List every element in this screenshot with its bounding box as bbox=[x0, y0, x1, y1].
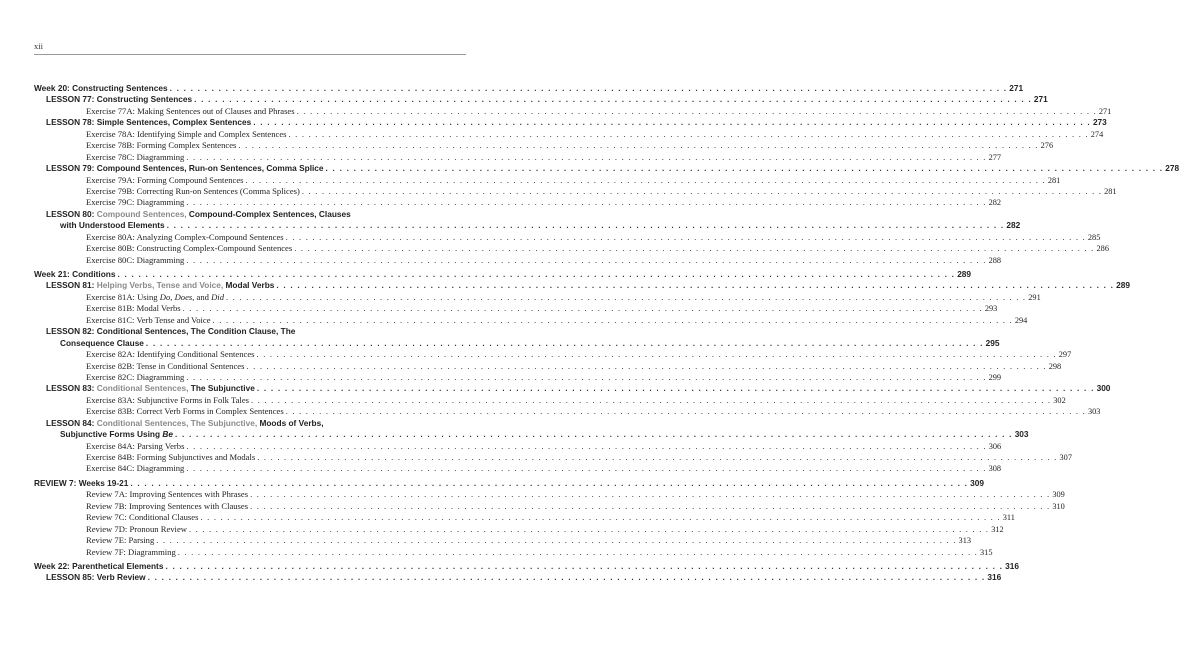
entry-text: with Understood Elements bbox=[60, 220, 165, 231]
toc-entry-title bbox=[34, 561, 163, 572]
toc-entry-title bbox=[46, 572, 146, 583]
entry-text: LESSON 82: Conditional Sentences, The Condition Clause, The bbox=[46, 326, 296, 337]
toc-entry-title bbox=[86, 501, 248, 512]
entry-text: LESSON 85: Verb Review bbox=[46, 572, 146, 583]
dot-leader: . . . . . . . . . . . . . . . . . . . . . . . . . . . . . . . . . . . . . . . . . . . . . . . . . . . . . . . . . . . . . . . . . . . . . . . . . . . . . . . . . . . . . . . . . . . . . . . . . . . . . . . . . . . . . . . . . . . . . . . . bbox=[245, 174, 1046, 185]
lesson-number: LESSON 83: bbox=[46, 383, 97, 394]
page-ref: 313 bbox=[958, 536, 971, 546]
dot-leader: . . . . . . . . . . . . . . . . . . . . . . . . . . . . . . . . . . . . . . . . . . . . . . . . . . . . . . . . . . . . . . . . . . . . . . . . . . . . . . . . . . . . . . . . . . . . . . . . . . . . . . . . . . . . . . . . . . . . . . . . bbox=[186, 463, 987, 474]
dot-leader: . . . . . . . . . . . . . . . . . . . . . . . . . . . . . . . . . . . . . . . . . . . . . . . . . . . . . . . . . . . . . . . . . . . . . . . . . . . . . . . . . . . . . . . . . . . . . . . . . . . . . . . . . . . . . . . . . . . . . . . . bbox=[194, 94, 1032, 105]
toc-entry-title bbox=[86, 512, 198, 523]
entry-text: Exercise 80C: Diagramming bbox=[86, 254, 185, 265]
toc-entry-title bbox=[60, 220, 165, 231]
toc-entry-title bbox=[46, 209, 351, 220]
entry-text: Exercise 81C: Verb Tense and Voice bbox=[86, 314, 211, 325]
dot-leader: . . . . . . . . . . . . . . . . . . . . . . . . . . . . . . . . . . . . . . . . . . . . . . . . . . . . . . . . . . . . . . . . . . . . . . . . . . . . . . . . . . . . . . . . . . . . . . . . . . . . . . . . . . . . . . . . . . . . . . . . bbox=[188, 523, 990, 534]
toc-entry-ex[interactable] bbox=[34, 371, 1002, 383]
toc-entry-ex[interactable] bbox=[34, 394, 1066, 406]
entry-text-part: Does bbox=[174, 291, 193, 302]
toc-entry-ex[interactable] bbox=[34, 500, 1065, 512]
toc-entry-ex[interactable] bbox=[34, 314, 1028, 326]
page-ref: 309 bbox=[970, 477, 984, 488]
toc-entry-title bbox=[86, 463, 184, 474]
entry-text: Exercise 79C: Diagramming bbox=[86, 197, 185, 208]
entry-text-italic: Be bbox=[162, 429, 173, 440]
page-ref: 277 bbox=[988, 152, 1002, 162]
entry-text: Exercise 83A: Subjunctive Forms in Folk Tales bbox=[86, 394, 249, 405]
entry-text: Exercise 78C: Diagramming bbox=[86, 151, 185, 162]
page-ref: 278 bbox=[1165, 163, 1179, 174]
lesson-number: LESSON 80: bbox=[46, 208, 97, 219]
entry-text: Review 7E: Parsing bbox=[86, 535, 155, 546]
entry-text: LESSON 78: Simple Sentences, Complex Sentences bbox=[46, 117, 252, 128]
page-ref: 276 bbox=[1040, 141, 1054, 151]
toc-entry-title bbox=[86, 197, 184, 208]
entry-text: Exercise 83B: Correct Verb Forms in Complex Sentences bbox=[86, 406, 284, 417]
page-ref: 316 bbox=[1005, 560, 1020, 571]
entry-text: Compound-Complex Sentences, Clauses bbox=[188, 208, 351, 219]
toc-entry-title bbox=[60, 338, 144, 349]
entry-text: Exercise 80A: Analyzing Complex-Compound Sentences bbox=[86, 231, 284, 242]
toc-entry-ex[interactable] bbox=[34, 254, 1002, 266]
page-ref: 281 bbox=[1104, 186, 1117, 196]
entry-text: Exercise 79A: Forming Compound Sentences bbox=[86, 174, 244, 185]
dot-leader: . . . . . . . . . . . . . . . . . . . . . . . . . . . . . . . . . . . . . . . . . . . . . . . . . . . . . . . . . . . . . . . . . . . . . . . . . . . . . . . . . . . . . . . . . . . . . . . . . . . . . . . . . . . . . . . . . . . . . . . . bbox=[276, 280, 1115, 291]
entry-text: Exercise 84B: Forming Subjunctives and Modals bbox=[86, 452, 256, 462]
entry-text-part: , bbox=[170, 291, 175, 302]
entry-text: Consequence Clause bbox=[60, 337, 144, 348]
dot-leader: . . . . . . . . . . . . . . . . . . . . . . . . . . . . . . . . . . . . . . . . . . . . . . . . . . . . . . . . . . . . . . . . . . . . . . . . . . . . . . . . . . . . . . . . . . . . . . . . . . . . . . . . . . . . . . . . . . . . . . . . bbox=[145, 337, 984, 348]
toc-entry-ex[interactable] bbox=[34, 406, 1101, 417]
toc-entry-title bbox=[86, 372, 184, 383]
toc-entry-lesson[interactable] bbox=[34, 418, 466, 429]
toc-entry-lesson[interactable] bbox=[34, 163, 1179, 174]
page-ref: 297 bbox=[1058, 350, 1072, 360]
page-ref: 289 bbox=[957, 269, 972, 279]
dot-leader: . . . . . . . . . . . . . . . . . . . . . . . . . . . . . . . . . . . . . . . . . . . . . . . . . . . . . . . . . . . . . . . . . . . . . . . . . . . . . . . . . . . . . . . . . . . . . . . . . . . . . . . . . . . . . . . . . . . . . . . . bbox=[117, 269, 956, 279]
toc-entry-ex[interactable] bbox=[34, 440, 1002, 452]
page-ref: 307 bbox=[1059, 453, 1072, 462]
page-ref: 285 bbox=[1087, 232, 1101, 242]
page-ref: 274 bbox=[1090, 129, 1104, 139]
toc-entry-title bbox=[46, 117, 251, 128]
dot-leader: . . . . . . . . . . . . . . . . . . . . . . . . . . . . . . . . . . . . . . . . . . . . . . . . . . . . . . . . . . . . . . . . . . . . . . . . . . . . . . . . . . . . . . . . . . . . . . . . . . . . . . . . . . . . . . . . . . . . . . . . bbox=[165, 560, 1004, 571]
toc-entry-title bbox=[46, 326, 295, 337]
dot-leader: . . . . . . . . . . . . . . . . . . . . . . . . . . . . . . . . . . . . . . . . . . . . . . . . . . . . . . . . . . . . . . . . . . . . . . . . . . . . . . . . . . . . . . . . . . . . . . . . . . . . . . . . . . . . . . . . . . . . . . . . bbox=[186, 254, 987, 265]
entry-text: Week 21: Conditions bbox=[34, 269, 116, 279]
toc-entry-week[interactable] bbox=[34, 560, 1020, 572]
page-ref: 299 bbox=[988, 372, 1002, 382]
dot-leader: . . . . . . . . . . . . . . . . . . . . . . . . . . . . . . . . . . . . . . . . . . . . . . . . . . . . . . . . . . . . . . . . . . . . . . . . . . . . . . . . . . . . . . . . . . . . . . . . . . . . . . . . . . . . . . . . . . . . . . . . bbox=[177, 546, 979, 557]
entry-text: Review 7C: Conditional Clauses bbox=[86, 512, 199, 523]
review-topic: Conditional Sentences, The Subjunctive, bbox=[96, 417, 260, 428]
dot-leader: . . . . . . . . . . . . . . . . . . . . . . . . . . . . . . . . . . . . . . . . . . . . . . . . . . . . . . . . . . . . . . . . . . . . . . . . . . . . . . . . . . . . . . . . . . . . . . . . . . . . . . . . . . . . . . . . . . . . . . . . bbox=[301, 185, 1103, 196]
dot-leader: . . . . . . . . . . . . . . . . . . . . . . . . . . . . . . . . . . . . . . . . . . . . . . . . . . . . . . . . . . . . . . . . . . . . . . . . . . . . . . . . . . . . . . . . . . . . . . . . . . . . . . . . . . . . . . . . . . . . . . . . bbox=[156, 535, 957, 546]
toc-entry-ex[interactable] bbox=[34, 512, 1015, 523]
entry-text: Week 22: Parenthetical Elements bbox=[34, 560, 164, 571]
toc-entry-lesson[interactable] bbox=[34, 383, 1111, 394]
entry-text: Exercise 81A: Using bbox=[86, 291, 160, 302]
toc-entry-ex[interactable] bbox=[34, 489, 1065, 500]
toc-entry-week[interactable] bbox=[34, 477, 984, 489]
entry-text: Exercise 81B: Modal Verbs bbox=[86, 303, 181, 314]
page-ref: 282 bbox=[1006, 220, 1021, 231]
toc-entry-cont[interactable] bbox=[34, 337, 1000, 349]
dot-leader: . . . . . . . . . . . . . . . . . . . . . . . . . . . . . . . . . . . . . . . . . . . . . . . . . . . . . . . . . . . . . . . . . . . . . . . . . . . . . . . . . . . . . . . . . . . . . . . . . . . . . . . . . . . . . . . . . . . . . . . . bbox=[296, 105, 1097, 116]
toc-entry-ex[interactable] bbox=[34, 463, 1002, 474]
dot-leader: . . . . . . . . . . . . . . . . . . . . . . . . . . . . . . . . . . . . . . . . . . . . . . . . . . . . . . . . . . . . . . . . . . . . . . . . . . . . . . . . . . . . . . . . . . . . . . . . . . . . . . . . . . . . . . . . . . . . . . . . bbox=[253, 117, 1091, 128]
toc-entry-title bbox=[86, 129, 286, 140]
dot-leader: . . . . . . . . . . . . . . . . . . . . . . . . . . . . . . . . . . . . . . . . . . . . . . . . . . . . . . . . . . . . . . . . . . . . . . . . . . . . . . . . . . . . . . . . . . . . . . . . . . . . . . . . . . . . . . . . . . . . . . . . bbox=[257, 452, 1058, 462]
dot-leader: . . . . . . . . . . . . . . . . . . . . . . . . . . . . . . . . . . . . . . . . . . . . . . . . . . . . . . . . . . . . . . . . . . . . . . . . . . . . . . . . . . . . . . . . . . . . . . . . . . . . . . . . . . . . . . . . . . . . . . . . bbox=[166, 220, 1005, 231]
entry-text: REVIEW 7: Weeks 19-21 bbox=[34, 477, 129, 488]
entry-text: Review 7D: Pronoun Review bbox=[86, 523, 187, 534]
dot-leader: . . . . . . . . . . . . . . . . . . . . . . . . . . . . . . . . . . . . . . . . . . . . . . . . . . . . . . . . . . . . . . . . . . . . . . . . . . . . . . . . . . . . . . . . . . . . . . . . . . . . . . . . . . . . . . . . . . . . . . . . bbox=[186, 440, 987, 451]
dot-leader: . . . . . . . . . . . . . . . . . . . . . . . . . . . . . . . . . . . . . . . . . . . . . . . . . . . . . . . . . . . . . . . . . . . . . . . . . . . . . . . . . . . . . . . . . . . . . . . . . . . . . . . . . . . . . . . . . . . . . . . . bbox=[174, 429, 1013, 440]
toc-entry-title bbox=[86, 547, 176, 558]
page-ref: 271 bbox=[1033, 94, 1048, 105]
toc-entry-title bbox=[46, 280, 274, 291]
toc-entry-title bbox=[86, 524, 187, 535]
toc-entry-title bbox=[86, 232, 284, 243]
page-ref: 303 bbox=[1087, 407, 1101, 417]
entry-text-part: Did bbox=[211, 291, 224, 302]
dot-leader: . . . . . . . . . . . . . . . . . . . . . . . . . . . . . . . . . . . . . . . . . . . . . . . . . . . . . . . . . . . . . . . . . . . . . . . . . . . . . . . . . . . . . . . . . . . . . . . . . . . . . . . . . . . . . . . . . . . . . . . . bbox=[250, 500, 1051, 511]
toc-entry-ex[interactable] bbox=[34, 140, 1054, 151]
toc-entry-title bbox=[86, 489, 248, 500]
page-ref: 294 bbox=[1014, 315, 1028, 325]
dot-leader: . . . . . . . . . . . . . . . . . . . . . . . . . . . . . . . . . . . . . . . . . . . . . . . . . . . . . . . . . . . . . . . . . . . . . . . . . . . . . . . . . . . . . . . . . . . . . . . . . . . . . . . . . . . . . . . . . . . . . . . . bbox=[285, 231, 1086, 242]
page-ref: 303 bbox=[1014, 429, 1029, 440]
toc-entry-ex[interactable] bbox=[34, 303, 998, 314]
toc-entry-title bbox=[46, 418, 324, 429]
toc-entry-title bbox=[86, 349, 255, 360]
page-ref: 291 bbox=[1028, 292, 1041, 302]
page-ref: 308 bbox=[988, 464, 1002, 474]
toc-entry-ex[interactable] bbox=[34, 452, 1072, 463]
dot-leader: . . . . . . . . . . . . . . . . . . . . . . . . . . . . . . . . . . . . . . . . . . . . . . . . . . . . . . . . . . . . . . . . . . . . . . . . . . . . . . . . . . . . . . . . . . . . . . . . . . . . . . . . . . . . . . . . . . . . . . . . bbox=[256, 383, 1095, 394]
toc-entry-title bbox=[46, 383, 255, 394]
entry-text: LESSON 77: Constructing Sentences bbox=[46, 94, 193, 105]
entry-text: Exercise 84A: Parsing Verbs bbox=[86, 440, 185, 451]
page-ref: 306 bbox=[988, 441, 1002, 451]
dot-leader: . . . . . . . . . . . . . . . . . . . . . . . . . . . . . . . . . . . . . . . . . . . . . . . . . . . . . . . . . . . . . . . . . . . . . . . . . . . . . . . . . . . . . . . . . . . . . . . . . . . . . . . . . . . . . . . . . . . . . . . . bbox=[325, 163, 1164, 174]
page-ref: 316 bbox=[987, 572, 1002, 583]
toc-entry-ex[interactable] bbox=[34, 535, 971, 546]
dot-leader: . . . . . . . . . . . . . . . . . . . . . . . . . . . . . . . . . . . . . . . . . . . . . . . . . . . . . . . . . . . . . . . . . . . . . . . . . . . . . . . . . . . . . . . . . . . . . . . . . . . . . . . . . . . . . . . . . . . . . . . . bbox=[288, 128, 1089, 139]
dot-leader: . . . . . . . . . . . . . . . . . . . . . . . . . . . . . . . . . . . . . . . . . . . . . . . . . . . . . . . . . . . . . . . . . . . . . . . . . . . . . . . . . . . . . . . . . . . . . . . . . . . . . . . . . . . . . . . . . . . . . . . . bbox=[200, 512, 1001, 523]
toc-entry-lesson[interactable] bbox=[34, 117, 1107, 128]
entry-text-part: , and bbox=[192, 291, 212, 302]
entry-text: Exercise 79B: Correcting Run-on Sentences (Comma Splices) bbox=[86, 185, 300, 196]
entry-text: Exercise 80B: Constructing Complex-Compound Sentences bbox=[86, 243, 293, 254]
page-ref: 293 bbox=[984, 304, 998, 314]
dot-leader: . . . . . . . . . . . . . . . . . . . . . . . . . . . . . . . . . . . . . . . . . . . . . . . . . . . . . . . . . . . . . . . . . . . . . . . . . . . . . . . . . . . . . . . . . . . . . . . . . . . . . . . . . . . . . . . . . . . . . . . . bbox=[130, 477, 969, 488]
dot-leader: . . . . . . . . . . . . . . . . . . . . . . . . . . . . . . . . . . . . . . . . . . . . . . . . . . . . . . . . . . . . . . . . . . . . . . . . . . . . . . . . . . . . . . . . . . . . . . . . . . . . . . . . . . . . . . . . . . . . . . . . bbox=[169, 83, 1008, 93]
dot-leader: . . . . . . . . . . . . . . . . . . . . . . . . . . . . . . . . . . . . . . . . . . . . . . . . . . . . . . . . . . . . . . . . . . . . . . . . . . . . . . . . . . . . . . . . . . . . . . . . . . . . . . . . . . . . . . . . . . . . . . . . bbox=[250, 394, 1052, 405]
toc-entry-title bbox=[46, 163, 324, 174]
toc-entry-lesson[interactable] bbox=[34, 94, 1048, 105]
dot-leader: . . . . . . . . . . . . . . . . . . . . . . . . . . . . . . . . . . . . . . . . . . . . . . . . . . . . . . . . . . . . . . . . . . . . . . . . . . . . . . . . . . . . . . . . . . . . . . . . . . . . . . . . . . . . . . . . . . . . . . . . bbox=[182, 303, 983, 314]
entry-text: Modal Verbs bbox=[225, 280, 275, 291]
review-topic: Compound Sentences, bbox=[96, 208, 189, 219]
entry-text: Exercise 82B: Tense in Conditional Sentences bbox=[86, 360, 245, 371]
toc-entry-title bbox=[86, 303, 181, 314]
toc-entry-ex[interactable] bbox=[34, 197, 1002, 208]
entry-text: Exercise 78B: Forming Complex Sentences bbox=[86, 140, 237, 151]
review-topic: Conditional Sentences, bbox=[96, 383, 191, 394]
entry-text: Exercise 82C: Diagramming bbox=[86, 371, 185, 382]
toc-entry-cont[interactable] bbox=[34, 429, 1029, 440]
entry-text: Exercise 77A: Making Sentences out of Clauses and Phrases bbox=[86, 105, 295, 116]
page-ref: 302 bbox=[1053, 395, 1066, 405]
dot-leader: . . . . . . . . . . . . . . . . . . . . . . . . . . . . . . . . . . . . . . . . . . . . . . . . . . . . . . . . . . . . . . . . . . . . . . . . . . . . . . . . . . . . . . . . . . . . . . . . . . . . . . . . . . . . . . . . . . . . . . . . bbox=[147, 572, 986, 583]
toc-entry-title bbox=[86, 535, 154, 546]
entry-text: The Subjunctive bbox=[190, 383, 255, 394]
toc-entry-ex[interactable] bbox=[34, 151, 1002, 163]
dot-leader: . . . . . . . . . . . . . . . . . . . . . . . . . . . . . . . . . . . . . . . . . . . . . . . . . . . . . . . . . . . . . . . . . . . . . . . . . . . . . . . . . . . . . . . . . . . . . . . . . . . . . . . . . . . . . . . . . . . . . . . . bbox=[186, 197, 987, 208]
toc-entry-ex[interactable] bbox=[34, 105, 1112, 117]
dot-leader: . . . . . . . . . . . . . . . . . . . . . . . . . . . . . . . . . . . . . . . . . . . . . . . . . . . . . . . . . . . . . . . . . . . . . . . . . . . . . . . . . . . . . . . . . . . . . . . . . . . . . . . . . . . . . . . . . . . . . . . . bbox=[256, 349, 1057, 360]
dot-leader: . . . . . . . . . . . . . . . . . . . . . . . . . . . . . . . . . . . . . . . . . . . . . . . . . . . . . . . . . . . . . . . . . . . . . . . . . . . . . . . . . . . . . . . . . . . . . . . . . . . . . . . . . . . . . . . . . . . . . . . . bbox=[186, 371, 987, 382]
toc-entry-title bbox=[86, 395, 249, 406]
lesson-number: LESSON 81: bbox=[46, 280, 97, 291]
entry-text: Review 7B: Improving Sentences with Clauses bbox=[86, 500, 249, 511]
toc-entry-week[interactable] bbox=[34, 269, 972, 280]
toc-entry-title bbox=[86, 452, 255, 463]
lesson-number: LESSON 84: bbox=[46, 417, 97, 428]
page-ref: 298 bbox=[1048, 361, 1062, 371]
toc-entry-ex[interactable] bbox=[34, 360, 1062, 372]
dot-leader: . . . . . . . . . . . . . . . . . . . . . . . . . . . . . . . . . . . . . . . . . . . . . . . . . . . . . . . . . . . . . . . . . . . . . . . . . . . . . . . . . . . . . . . . . . . . . . . . . . . . . . . . . . . . . . . . . . . . . . . . bbox=[212, 314, 1013, 325]
toc-entry-ex[interactable] bbox=[34, 523, 1004, 535]
page-ref: 311 bbox=[1002, 513, 1015, 523]
toc-entry-title bbox=[86, 441, 184, 452]
page-ref: 282 bbox=[988, 198, 1002, 208]
page-ref: 295 bbox=[985, 337, 1000, 348]
toc-entry-title bbox=[86, 315, 211, 326]
review-topic: Helping Verbs, Tense and Voice, bbox=[96, 280, 226, 291]
dot-leader: . . . . . . . . . . . . . . . . . . . . . . . . . . . . . . . . . . . . . . . . . . . . . . . . . . . . . . . . . . . . . . . . . . . . . . . . . . . . . . . . . . . . . . . . . . . . . . . . . . . . . . . . . . . . . . . . . . . . . . . . bbox=[246, 360, 1047, 371]
toc-entry-ex[interactable] bbox=[34, 291, 1041, 303]
toc-entry-ex[interactable] bbox=[34, 231, 1101, 243]
entry-text: Moods of Verbs, bbox=[259, 417, 324, 428]
toc-entry-week[interactable] bbox=[34, 83, 1024, 94]
toc-entry-title bbox=[60, 429, 173, 440]
page-ref: 281 bbox=[1047, 175, 1061, 185]
page-ref: 288 bbox=[988, 255, 1002, 265]
dot-leader: . . . . . . . . . . . . . . . . . . . . . . . . . . . . . . . . . . . . . . . . . . . . . . . . . . . . . . . . . . . . . . . . . . . . . . . . . . . . . . . . . . . . . . . . . . . . . . . . . . . . . . . . . . . . . . . . . . . . . . . . bbox=[294, 243, 1095, 254]
toc-entry-title bbox=[34, 83, 168, 94]
toc-entry-title bbox=[34, 269, 115, 280]
page-ref: 271 bbox=[1009, 83, 1024, 93]
toc-entry-lesson[interactable] bbox=[34, 280, 1130, 291]
toc-entry-title bbox=[86, 243, 292, 254]
toc-entry-lesson[interactable] bbox=[34, 572, 1002, 583]
toc-entry-title bbox=[86, 175, 244, 186]
entry-text: Review 7A: Improving Sentences with Phrases bbox=[86, 489, 249, 500]
toc-entry-ex[interactable] bbox=[34, 349, 1072, 360]
page-ref: 289 bbox=[1116, 280, 1130, 291]
toc-entry-title bbox=[46, 94, 192, 105]
toc-entry-ex[interactable] bbox=[34, 243, 1109, 254]
dot-leader: . . . . . . . . . . . . . . . . . . . . . . . . . . . . . . . . . . . . . . . . . . . . . . . . . . . . . . . . . . . . . . . . . . . . . . . . . . . . . . . . . . . . . . . . . . . . . . . . . . . . . . . . . . . . . . . . . . . . . . . . bbox=[285, 406, 1086, 417]
entry-text: Review 7F: Diagramming bbox=[86, 546, 176, 557]
page-ref: 271 bbox=[1098, 106, 1112, 116]
dot-leader: . . . . . . . . . . . . . . . . . . . . . . . . . . . . . . . . . . . . . . . . . . . . . . . . . . . . . . . . . . . . . . . . . . . . . . . . . . . . . . . . . . . . . . . . . . . . . . . . . . . . . . . . . . . . . . . . . . . . . . . . bbox=[186, 151, 987, 162]
toc-entry-title bbox=[86, 406, 284, 417]
toc-entry-ex[interactable] bbox=[34, 174, 1061, 186]
toc-entry-lesson[interactable] bbox=[34, 209, 466, 220]
header-rule bbox=[34, 54, 466, 55]
page-number: xii bbox=[34, 41, 43, 51]
toc-entry-ex[interactable] bbox=[34, 546, 993, 558]
entry-text: Week 20: Constructing Sentences bbox=[34, 83, 168, 93]
toc-entry-ex[interactable] bbox=[34, 185, 1117, 197]
page-ref: 315 bbox=[980, 547, 993, 557]
dot-leader: . . . . . . . . . . . . . . . . . . . . . . . . . . . . . . . . . . . . . . . . . . . . . . . . . . . . . . . . . . . . . . . . . . . . . . . . . . . . . . . . . . . . . . . . . . . . . . . . . . . . . . . . . . . . . . . . . . . . . . . . bbox=[238, 140, 1039, 151]
toc-entry-title bbox=[86, 292, 224, 303]
toc-entry-title bbox=[86, 361, 244, 372]
entry-text: Subjunctive Forms Using bbox=[60, 429, 163, 440]
dot-leader: . . . . . . . . . . . . . . . . . . . . . . . . . . . . . . . . . . . . . . . . . . . . . . . . . . . . . . . . . . . . . . . . . . . . . . . . . . . . . . . . . . . . . . . . . . . . . . . . . . . . . . . . . . . . . . . . . . . . . . . . bbox=[250, 489, 1051, 500]
toc-entry-cont[interactable] bbox=[34, 220, 1021, 231]
table-of-contents bbox=[34, 83, 1179, 584]
entry-text: Exercise 82A: Identifying Conditional Sentences bbox=[86, 349, 255, 360]
page-ref: 286 bbox=[1096, 244, 1109, 254]
toc-entry-title bbox=[86, 140, 236, 151]
toc-entry-lesson[interactable] bbox=[34, 326, 466, 337]
toc-entry-title bbox=[86, 255, 184, 266]
dot-leader: . . . . . . . . . . . . . . . . . . . . . . . . . . . . . . . . . . . . . . . . . . . . . . . . . . . . . . . . . . . . . . . . . . . . . . . . . . . . . . . . . . . . . . . . . . . . . . . . . . . . . . . . . . . . . . . . . . . . . . . . bbox=[225, 291, 1027, 302]
entry-text: Exercise 84C: Diagramming bbox=[86, 463, 185, 474]
entry-text: Exercise 78A: Identifying Simple and Complex Sentences bbox=[86, 128, 287, 139]
page-ref: 312 bbox=[991, 524, 1004, 534]
page-ref: 273 bbox=[1092, 117, 1107, 128]
page-ref: 309 bbox=[1052, 490, 1065, 500]
page-ref: 310 bbox=[1052, 501, 1065, 511]
toc-entry-title bbox=[86, 152, 184, 163]
entry-text: LESSON 79: Compound Sentences, Run-on Sentences, Comma Splice bbox=[46, 163, 324, 174]
toc-entry-ex[interactable] bbox=[34, 128, 1104, 140]
page-ref: 300 bbox=[1096, 383, 1111, 394]
toc-entry-title bbox=[86, 106, 295, 117]
entry-text-part: Do bbox=[159, 291, 171, 302]
toc-entry-title bbox=[86, 186, 300, 197]
toc-entry-title bbox=[34, 478, 128, 489]
